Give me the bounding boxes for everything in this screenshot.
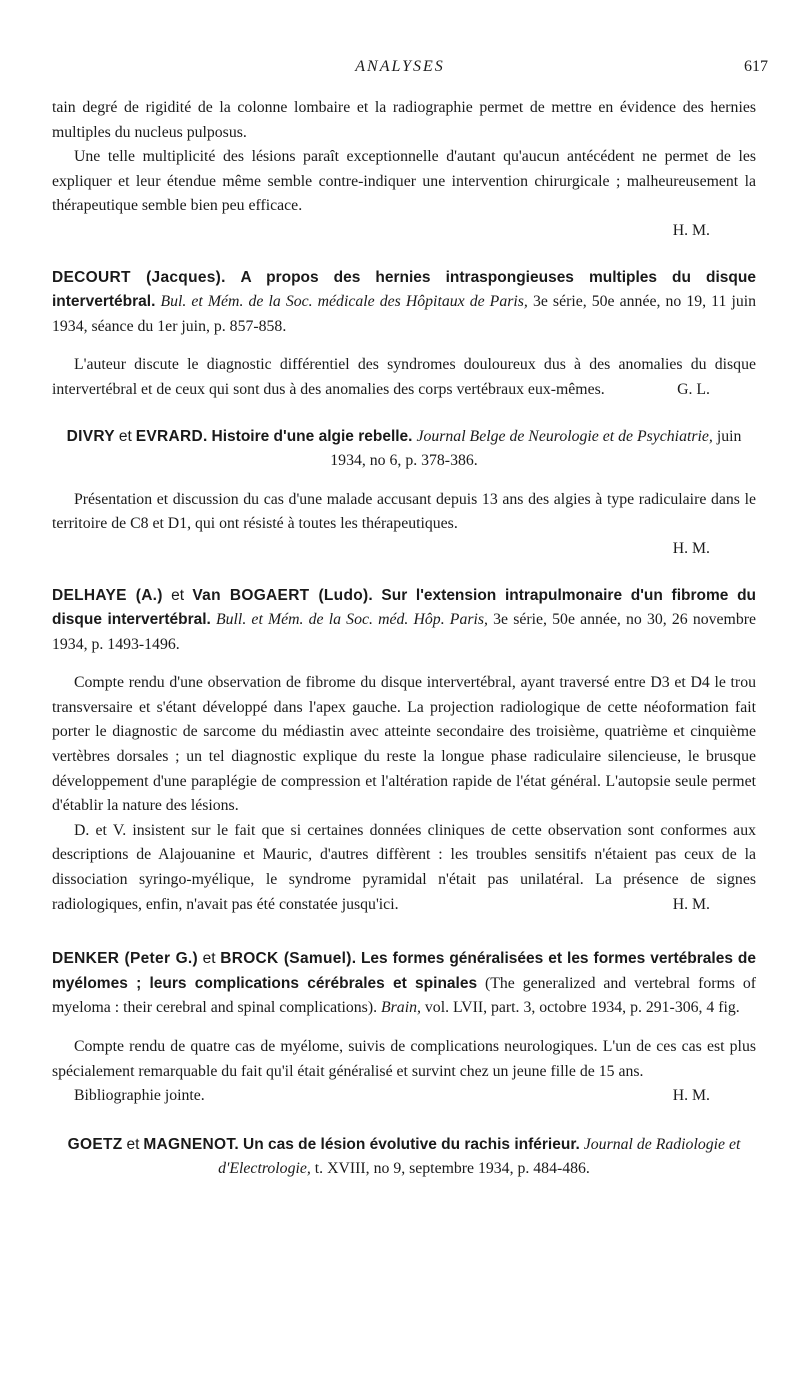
- entry-journal: Bull. et Mém. de la Soc. méd. Hôp. Paris,: [216, 611, 488, 629]
- entry-conjunction: et: [171, 586, 185, 604]
- article-body: [52, 96, 756, 1182]
- entry-footer: [52, 1084, 756, 1109]
- entry-author-1: DELHAYE (A.): [52, 586, 163, 604]
- intro-signature: H. M.: [672, 221, 710, 239]
- entry-reference: [52, 425, 756, 474]
- entry-abstract: Compte rendu de quatre cas de myélome, suivis de complications neurologiques. L'un de ces cas est plus spécialement remarquable du fait qu'il était généralisé et survint chez un jeune fille de 15 ans.: [52, 1038, 756, 1080]
- entry-journal: Bul. et Mém. de la Soc. médicale des Hôpitaux de Paris,: [160, 293, 528, 311]
- entry-title: Les formes généralisées et les formes vertébrales de myélomes ; leurs complications cérébrales et spinales: [52, 950, 757, 992]
- entry-author-2: Van BOGAERT (Ludo).: [192, 586, 374, 604]
- entry-denker: [52, 947, 756, 1109]
- entry-author-2: MAGNENOT.: [143, 1135, 240, 1153]
- entry-reference: [52, 947, 756, 1021]
- entry-abstract-1: Compte rendu d'une observation de fibrome du disque intervertébral, ayant traversé entre D3 et D4 le trou transversaire et s'étant développé dans l'apex gauche. La projection radiologique de cette néoformation fait porter le diagnostic de sarcome du médiastin avec atteinte secondaire des troisième, quatrième et cinquième vertèbres dorsales ; un tel diagnostic explique du reste la longue phase radiculaire silencieuse, le brusque développement d'une paraplégie de compression et l'altération rapide de l'état général. L'autopsie seule permet d'établir la nature des lésions.: [52, 674, 756, 815]
- entry-title: Un cas de lésion évolutive du rachis inférieur.: [243, 1135, 580, 1153]
- entry-details: 3e série, 50e année, no 19, 11 juin 1934, séance du 1er juin, p. 857-858.: [52, 293, 757, 335]
- entry-journal: Brain,: [381, 999, 421, 1017]
- entry-details: (The generalized and vertebral forms of myeloma : their cerebral and spinal complications).: [52, 974, 756, 1017]
- entry-authors: DECOURT (Jacques).: [52, 268, 226, 286]
- entry-signature: G. L.: [677, 380, 710, 398]
- entry-journal: Journal de Radiologie et d'Electrologie,: [218, 1135, 741, 1178]
- page-number: 617: [744, 58, 768, 75]
- entry-signature: H. M.: [672, 1087, 710, 1105]
- entry-abstract: L'auteur discute le diagnostic différentiel des syndromes douloureux dus à des anomalies du disque intervertébral et de ceux qui sont dus à des anomalies des corps vertébraux eux-mêmes.: [52, 356, 756, 398]
- entry-journal: Journal Belge de Neurologie et de Psychiatrie,: [416, 427, 713, 445]
- entry-author-2: BROCK (Samuel).: [220, 950, 357, 968]
- entry-reference: [52, 1133, 756, 1182]
- entry-abstract: Présentation et discussion du cas d'une malade accusant depuis 13 ans des algies à type radiculaire dans le territoire de C8 et D1, qui ont résisté à toutes les thérapeutiques.: [52, 490, 756, 533]
- entry-details: juin 1934, no 6, p. 378-386.: [330, 427, 742, 470]
- entry-conjunction: et: [126, 1135, 140, 1153]
- entry-author-1: DENKER (Peter G.): [52, 950, 198, 968]
- entry-goetz: [52, 1133, 756, 1182]
- entry-author-2: EVRARD.: [135, 427, 208, 445]
- entry-title: A propos des hernies intraspongieuses multiples du disque intervertébral.: [52, 268, 756, 311]
- entry-conjunction: et: [118, 427, 132, 445]
- intro-paragraph-1: tain degré de rigidité de la colonne lombaire et la radiographie permet de mettre en évidence des hernies multiples du nucleus pulposus.: [52, 99, 756, 141]
- running-header: [0, 58, 800, 82]
- running-title: ANALYSES: [355, 58, 445, 75]
- entry-signature: H. M.: [672, 539, 710, 557]
- entry-bibliography: Bibliographie jointe.: [74, 1087, 205, 1105]
- entry-delhaye: [52, 584, 756, 918]
- intro-paragraph-2: Une telle multiplicité des lésions paraît exceptionnelle d'autant qu'aucun antécédent ne permet de les expliquer et leur étendue même semble contre-indiquer une intervention chirurgicale ; malheureusement la thérapeutique semble bien peu efficace.: [52, 148, 756, 215]
- entry-title: Histoire d'une algie rebelle.: [211, 427, 413, 445]
- entry-author-1: DIVRY: [66, 427, 115, 445]
- entry-details: 3e série, 50e année, no 30, 26 novembre 1934, p. 1493-1496.: [52, 611, 757, 653]
- entry-details: t. XVIII, no 9, septembre 1934, p. 484-486.: [314, 1160, 590, 1178]
- entry-reference: [52, 584, 756, 658]
- entry-author-1: GOETZ: [67, 1135, 123, 1153]
- entry-conjunction: et: [202, 950, 216, 968]
- entry-divry: [52, 425, 756, 562]
- entry-decourt: [52, 266, 756, 403]
- entry-title: Sur l'extension intrapulmonaire d'un fibrome du disque intervertébral.: [52, 586, 757, 629]
- entry-reference: [52, 266, 756, 340]
- entry-details-2: vol. LVII, part. 3, octobre 1934, p. 291-306, 4 fig.: [424, 999, 740, 1017]
- entry-signature: H. M.: [672, 895, 710, 913]
- entry-abstract-2: D. et V. insistent sur le fait que si certaines données cliniques de cette observation sont conformes aux descriptions de Alajouanine et Mauric, d'autres diffèrent : les troubles sensitifs n'étaient pas ceux de la dissociation syringo-myélique, le syndrome pyramidal n'était pas unilatéral. La présence de signes radiologiques, enfin, n'avait pas été constatée jusqu'ici.: [52, 821, 756, 913]
